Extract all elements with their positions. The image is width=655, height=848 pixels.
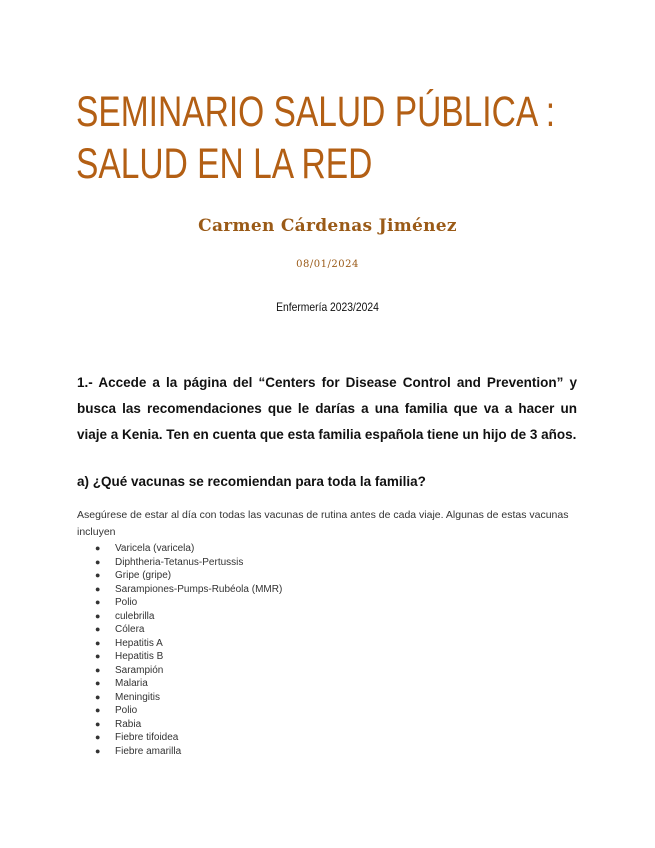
list-item-text: Sarampiones-Pumps-Rubéola (MMR) [115,583,283,595]
list-item [95,691,282,705]
bullet-icon: ● [95,543,101,553]
bullet-icon: ● [95,718,101,729]
list-item-text: Malaria [115,678,148,689]
bullet-icon: ● [95,610,101,621]
author-name: Carmen Cárdenas Jiménez [198,216,457,236]
bullet-icon: ● [95,732,101,742]
list-item-text: Fiebre amarilla [115,745,182,757]
list-item-text: Polio [115,597,138,608]
bullet-icon: ● [95,691,101,702]
list-item [95,583,282,597]
title-line-1: SEMINARIO SALUD PÚBLICA : [76,88,556,136]
question-1: 1.- Accede a la página del “Centers for Disease Control and Prevention” y busca las recomendaciones que le darías a una familia que va a hacer un viaje a Kenia. Ten en cuenta que esta familia española tiene un hijo de 3 años. [77,375,577,442]
list-item [95,569,282,583]
list-item [95,745,282,759]
list-item-text: Gripe (gripe) [115,570,172,581]
list-item [95,610,282,624]
list-item [95,623,282,637]
intro-paragraph: Asegúrese de estar al día con todas las vacunas de rutina antes de cada viaje. Algunas de estas vacunas incluyen [77,509,569,538]
list-item-text: Hepatitis B [115,651,164,662]
list-item-text: Varicela (varicela) [115,543,195,554]
list-item [95,650,282,664]
document-title [76,86,556,190]
bullet-icon: ● [95,556,101,567]
list-item-text: Cólera [115,624,145,635]
bullet-icon: ● [95,664,101,675]
bullet-icon: ● [95,597,101,607]
list-item-text: Hepatitis A [115,637,163,649]
list-item-text: Polio [115,705,138,716]
course-label: Enfermería 2023/2024 [276,300,379,314]
list-item [95,556,282,570]
bullet-icon: ● [95,570,101,580]
list-item-text: culebrilla [115,610,155,622]
title-line-2: SALUD EN LA RED [76,140,373,188]
list-item-text: Fiebre tifoidea [115,732,179,743]
list-item-text: Rabia [115,718,142,730]
bullet-icon: ● [95,583,101,594]
document-date: 08/01/2024 [296,259,359,270]
bullet-icon: ● [95,678,101,688]
list-item [95,637,282,651]
vaccine-list [95,542,282,758]
bullet-icon: ● [95,624,101,634]
list-item-text: Diphtheria-Tetanus-Pertussis [115,556,244,568]
bullet-icon: ● [95,705,101,715]
list-item [95,542,282,556]
list-item [95,718,282,732]
list-item [95,596,282,610]
list-item-text: Sarampión [115,664,164,676]
list-item [95,731,282,745]
list-item [95,664,282,678]
subquestion-a: a) ¿Qué vacunas se recomiendan para toda la familia? [77,474,426,489]
list-item [95,677,282,691]
bullet-icon: ● [95,745,101,756]
bullet-icon: ● [95,637,101,648]
list-item-text: Meningitis [115,691,161,703]
bullet-icon: ● [95,651,101,661]
list-item [95,704,282,718]
